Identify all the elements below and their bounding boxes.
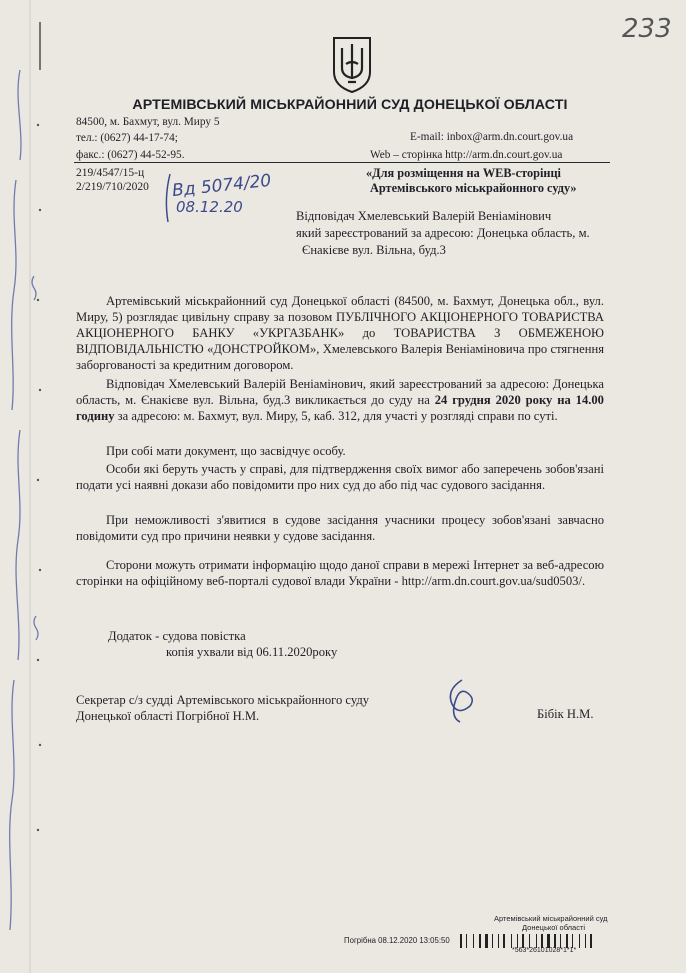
paragraph-case-description: Артемівський міськрайонний суд Донецької області (84500, м. Бахмут, Донецька обл., вул. Миру, 5) розглядає цивільну справу за позовом ПУБЛІЧНОГО АКЦІОНЕРНОГО ТОВАРИСТВА АКЦІОНЕРНОГО БАНКУ «УКРГАЗБАНК» до ТОВАРИСТВА З ОБМЕЖЕНОЮ ВІДПОВІДАЛЬНІСТЮ «ДОНСТРОЙКОМ», Хмелевського Валерія Веніаміновича про стягнення заборгованості за кредитним договором. (76, 294, 604, 372)
barcode-bar (572, 934, 573, 948)
header-divider (74, 162, 610, 163)
barcode-bar (541, 934, 543, 948)
barcode-bar (517, 934, 518, 948)
barcode (460, 934, 630, 948)
pen-bracket (162, 172, 174, 224)
addressee-line2: який зареєстрований за адресою: Донецька область, м. (296, 226, 590, 240)
case-number-block (76, 166, 149, 194)
attachment-line2: копія ухвали від 06.11.2020року (166, 645, 338, 659)
attachment-line1: Додаток - судова повістка (108, 629, 246, 643)
barcode-text: *563*26101028*1*1* (512, 947, 577, 954)
paragraph-online-info: Сторони можуть отримати інформацію щодо даної справи в мережі Інтернет за веб-адресою сторінки на офіційному веб-порталі судової влади України - http://arm.dn.court.gov.ua/sud0503/. (76, 558, 604, 588)
barcode-bar (492, 934, 493, 948)
barcode-bar (536, 934, 537, 948)
signatory-block (76, 692, 369, 724)
summons-text-end: за адресою: м. Бахмут, вул. Миру, 5, каб. 312, для участі у розгляді справи по суті. (114, 409, 558, 423)
addressee-block (296, 208, 590, 259)
web-note-line1: «Для розміщення на WEB-сторінці (366, 166, 561, 180)
handwritten-registration: Вд 5074/20 (171, 170, 273, 202)
court-name: АРТЕМІВСЬКИЙ МІСЬКРАЙОННИЙ СУД ДОНЕЦЬКОЇ ОБЛАСТІ (132, 97, 568, 113)
summons-date: 24 грудня 2020 року на 14.00 годину (76, 393, 604, 423)
barcode-bar (503, 934, 505, 948)
handwritten-signature (440, 676, 480, 726)
barcode-bar (522, 934, 524, 948)
barcode-bar (498, 934, 499, 948)
barcode-bar (579, 934, 580, 948)
barcode-bar (466, 934, 467, 948)
web-note-line2: Артемівського міськрайонного суду» (370, 181, 577, 195)
signatory-line1: Секретар с/з судді Артемівського міськрайонного суду (76, 693, 370, 707)
barcode-bar (554, 934, 556, 948)
paragraph-absence: При неможливості з'явитися в судове засідання учасники процесу зобов'язані завчасно повідомити суд про причини неявки у судове засідання. (76, 513, 604, 543)
addressee-line1: Відповідач Хмелевський Валерій Веніамінович (296, 209, 552, 223)
barcode-bar (547, 934, 550, 948)
case-number-1: 219/4547/15-ц (76, 167, 145, 179)
court-fax: факс.: (0627) 44-52-95. (76, 149, 185, 161)
footer-stamp-line2: Донецької області (522, 923, 586, 932)
court-email: E-mail: inbox@arm.dn.court.gov.ua (410, 131, 574, 143)
paragraph-id-document: При собі мати документ, що засвідчує особу. (106, 444, 346, 458)
footer-stamp-line1: Артемівський міськрайонний суд (494, 914, 608, 923)
page-number-handwritten: 233 (622, 14, 672, 44)
footer-print-info: Погрібна 08.12.2020 13:05:50 (344, 936, 450, 945)
barcode-bar (460, 934, 462, 948)
barcode-bar (479, 934, 481, 948)
barcode-bar (529, 934, 530, 948)
signatory-name: Бібік Н.М. (537, 707, 594, 721)
barcode-bar (560, 934, 561, 948)
barcode-bar (566, 934, 568, 948)
barcode-bar (511, 934, 512, 948)
barcode-bar (485, 934, 488, 948)
signatory-line2: Донецької області Погрібної Н.М. (76, 709, 260, 723)
summons-text-start: Відповідач Хмелевський Валерій Веніамінович, який зареєстрований за адресою: Донецька область, м. Єнакієве вул. Вільна, буд.3 викликається до суду на (76, 377, 604, 407)
paragraph-evidence: Особи які беруть участь у справі, для підтвердження своїх вимог або заперечень зобов'язані подати усі наявні докази або повідомити про них суд до або під час судового засідання. (76, 462, 604, 492)
court-web: Web – сторінка http://arm.dn.court.gov.ua (370, 149, 563, 161)
barcode-bar (585, 934, 586, 948)
court-address: 84500, м. Бахмут, вул. Миру 5 (76, 116, 220, 128)
barcode-bar (473, 934, 474, 948)
addressee-line3: Єнакієве вул. Вільна, буд.3 (302, 243, 446, 257)
paragraph-summons (76, 376, 604, 424)
coat-of-arms-icon (330, 34, 374, 94)
barcode-bar (590, 934, 592, 948)
court-phone: тел.: (0627) 44-17-74; (76, 132, 178, 144)
web-publication-note (366, 166, 577, 196)
handwritten-date: 08.12.20 (176, 198, 243, 216)
case-number-2: 2/219/710/2020 (76, 181, 149, 193)
